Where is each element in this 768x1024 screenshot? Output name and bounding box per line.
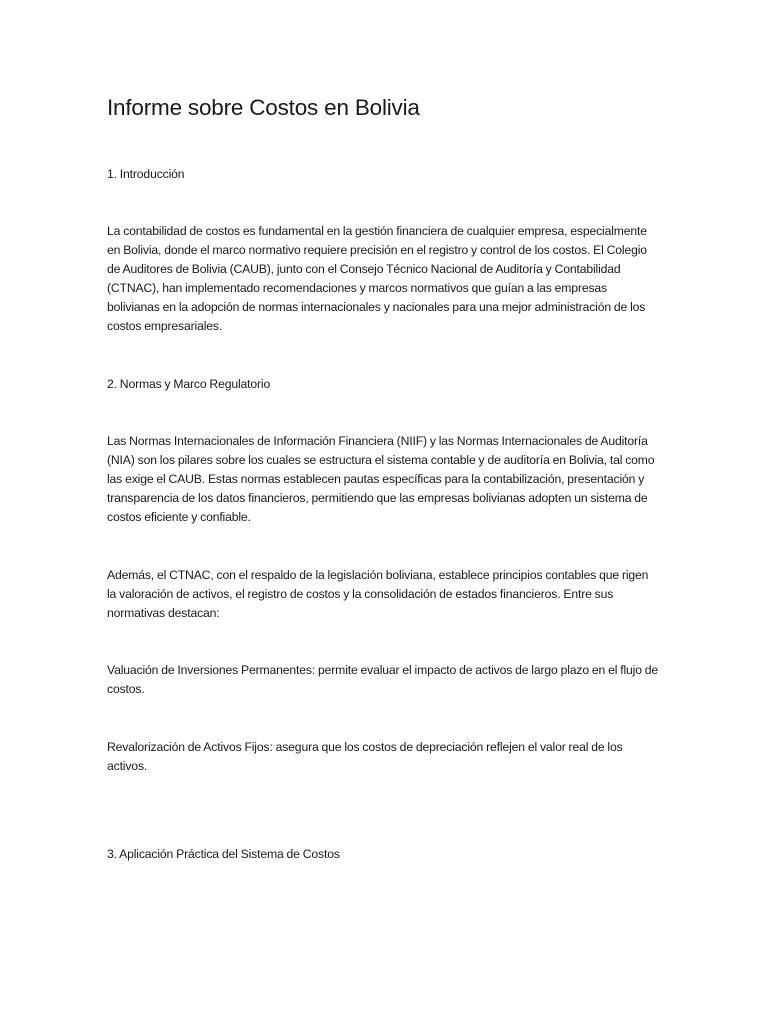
norms-paragraph-niif: Las Normas Internacionales de Información Financiera (NIIF) y las Normas Internacionales de Auditoría (NIA) son los pilares sobre los cuales se estructura el sistema contable y de auditoría en Bolivia, tal como las exige el CAUB. Estas normas establecen pautas específicas para la contabilización, presentación y transparencia de los datos financieros, permitiendo que las empresas bolivianas adopten un sistema de costos eficiente y confiable. [107, 434, 655, 524]
norm-item-valuacion-inversiones: Valuación de Inversiones Permanentes: permite evaluar el impacto de activos de largo plazo en el flujo de costos. [107, 663, 659, 696]
section-heading-norms: 2. Normas y Marco Regulatorio [107, 377, 271, 391]
introduction-paragraph: La contabilidad de costos es fundamental en la gestión financiera de cualquier empresa, especialmente en Bolivia, donde el marco normativo requiere precisión en el registro y control de los costos. El Colegio de Auditores de Bolivia (CAUB), junto con el Consejo Técnico Nacional de Auditoría y Contabilidad (CTNAC), han implementado recomendaciones y marcos normativos que guían a las empresas bolivianas en la adopción de normas internacionales y nacionales para una mejor administración de los costos empresariales. [107, 224, 647, 333]
document-title: Informe sobre Costos en Bolivia [107, 95, 420, 120]
section-heading-introduction: 1. Introducción [107, 167, 185, 181]
section-heading-practical-application: 3. Aplicación Práctica del Sistema de Costos [107, 847, 340, 861]
norm-item-revalorizacion-activos: Revalorización de Activos Fijos: asegura que los costos de depreciación reflejen el valor real de los activos. [107, 740, 623, 773]
norms-paragraph-ctnac: Además, el CTNAC, con el respaldo de la legislación boliviana, establece principios contables que rigen la valoración de activos, el registro de costos y la consolidación de estados financieros. Entre sus normativas destacan: [107, 568, 649, 620]
